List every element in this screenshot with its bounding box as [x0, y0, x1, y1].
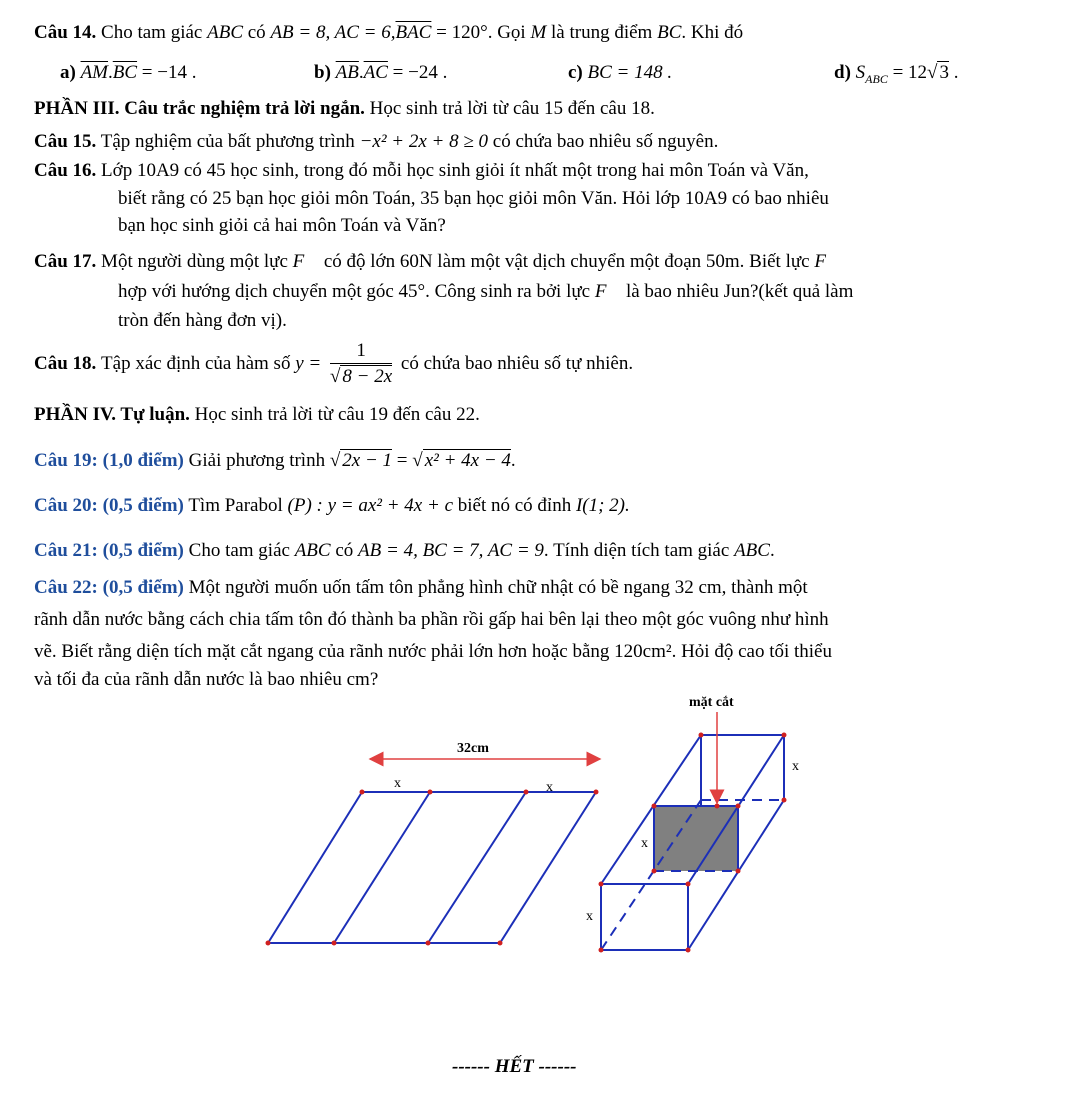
x-label-1: x — [394, 776, 401, 791]
q14-option-a: a) $\overline{AM}.\overline{BC} = -14$ . — [60, 62, 197, 83]
q19-line: Câu 19: (1,0 điểm) Giải phương trình √ 2x − 1 = √ x² + 4x − 4. — [34, 450, 516, 471]
q18-label: Câu 18. — [34, 352, 97, 374]
end-marker: ------ HẾT ------ — [452, 1056, 577, 1077]
force-vector: F⃗ — [292, 251, 320, 272]
q22-line4: và tối đa của rãnh dẫn nước là bao nhiêu cm? — [34, 669, 379, 690]
q20-line: Câu 20: (0,5 điểm) Tìm Parabol (P) : y = ax² + 4x + c biết nó có đỉnh I(1; 2). — [34, 495, 630, 516]
q16-line3: bạn học sinh giỏi cả hai môn Toán và Văn? — [118, 215, 446, 236]
x-label-2: x — [546, 780, 553, 795]
q17-line1: Câu 17. Một người dùng một lực F⃗ có độ lớn 60N làm một vật dịch chuyển một đoạn 50m. Biết lực F⃗ — [34, 251, 841, 272]
section-label: mặt cắt — [689, 695, 734, 710]
width-label: 32cm — [457, 741, 489, 756]
q14-option-c: c) BC = 148 . — [568, 62, 673, 83]
q21-label: Câu 21: (0,5 điểm) — [34, 540, 184, 561]
q16-line2: biết rằng có 25 bạn học giỏi môn Toán, 35 bạn học giỏi môn Văn. Hỏi lớp 10A9 có bao nhiêu — [118, 188, 829, 209]
q21-line: Câu 21: (0,5 điểm) Cho tam giác ABC có AB = 4, BC = 7, AC = 9. Tính diện tích tam giác ABC. — [34, 540, 775, 561]
q18-line: Câu 18. Tập xác định của hàm số y = $\frac{1}{√ 8 - 2x}$ có chứa bao nhiêu số tự nhiên. — [34, 340, 634, 387]
q14-option-b: b) $\overline{AB}.\overline{AC} = -24$ . — [314, 62, 448, 83]
q22-label: Câu 22: (0,5 điểm) — [34, 577, 184, 598]
q15-label: Câu 15. — [34, 131, 97, 152]
q19-label: Câu 19: (1,0 điểm) — [34, 450, 184, 471]
flat-sheet — [268, 792, 596, 943]
q16-label: Câu 16. — [34, 160, 97, 181]
x-label-3: x — [792, 759, 799, 774]
q22-line2: rãnh dẫn nước bằng cách chia tấm tôn đó thành ba phần rồi gấp hai bên lại theo một góc vuông như hình — [34, 609, 829, 630]
cross-section — [654, 806, 738, 871]
q17-label: Câu 17. — [34, 251, 97, 272]
q14-option-d: d) $S_{ABC} = 12√$ 3 . — [834, 62, 959, 86]
q18-fraction: $\frac{1}{√ 8 - 2x}$ — [329, 340, 393, 387]
x-label-4: x — [641, 836, 648, 851]
q17-line2: hợp với hướng dịch chuyển một góc 45°. Công sinh ra bởi lực F⃗ là bao nhiêu Jun?(kết quả làm — [118, 281, 854, 302]
part4-heading: PHẦN IV. Tự luận. Học sinh trả lời từ câu 19 đến câu 22. — [34, 404, 480, 425]
part3-heading: PHẦN III. Câu trắc nghiệm trả lời ngắn. Học sinh trả lời từ câu 15 đến câu 18. — [34, 98, 655, 119]
q14-label: Câu 14. — [34, 22, 97, 43]
q15-line: Câu 15. Tập nghiệm của bất phương trình −x² + 2x + 8 ≥ 0 có chứa bao nhiêu số nguyên. — [34, 131, 719, 152]
q16-line1: Câu 16. Lớp 10A9 có 45 học sinh, trong đó mỗi học sinh giỏi ít nhất một trong hai môn Toán và Văn, — [34, 160, 809, 181]
q17-line3: tròn đến hàng đơn vị). — [118, 310, 287, 331]
x-label-5: x — [586, 909, 593, 924]
q22-line1: Câu 22: (0,5 điểm) Một người muốn uốn tấm tôn phẳng hình chữ nhật có bề ngang 32 cm, thành một — [34, 577, 808, 598]
q22-line3: vẽ. Biết rằng diện tích mặt cắt ngang của rãnh nước phải lớn hơn hoặc bằng 120cm². Hỏi độ cao tối thiểu — [34, 641, 832, 662]
q14-line: Câu 14. Cho tam giác ABC có AB = 8, AC = $6,\overline{BAC} = 120^\circ$. Gọi M là trung điểm BC. Khi đó — [34, 22, 744, 43]
q20-label: Câu 20: (0,5 điểm) — [34, 495, 184, 516]
